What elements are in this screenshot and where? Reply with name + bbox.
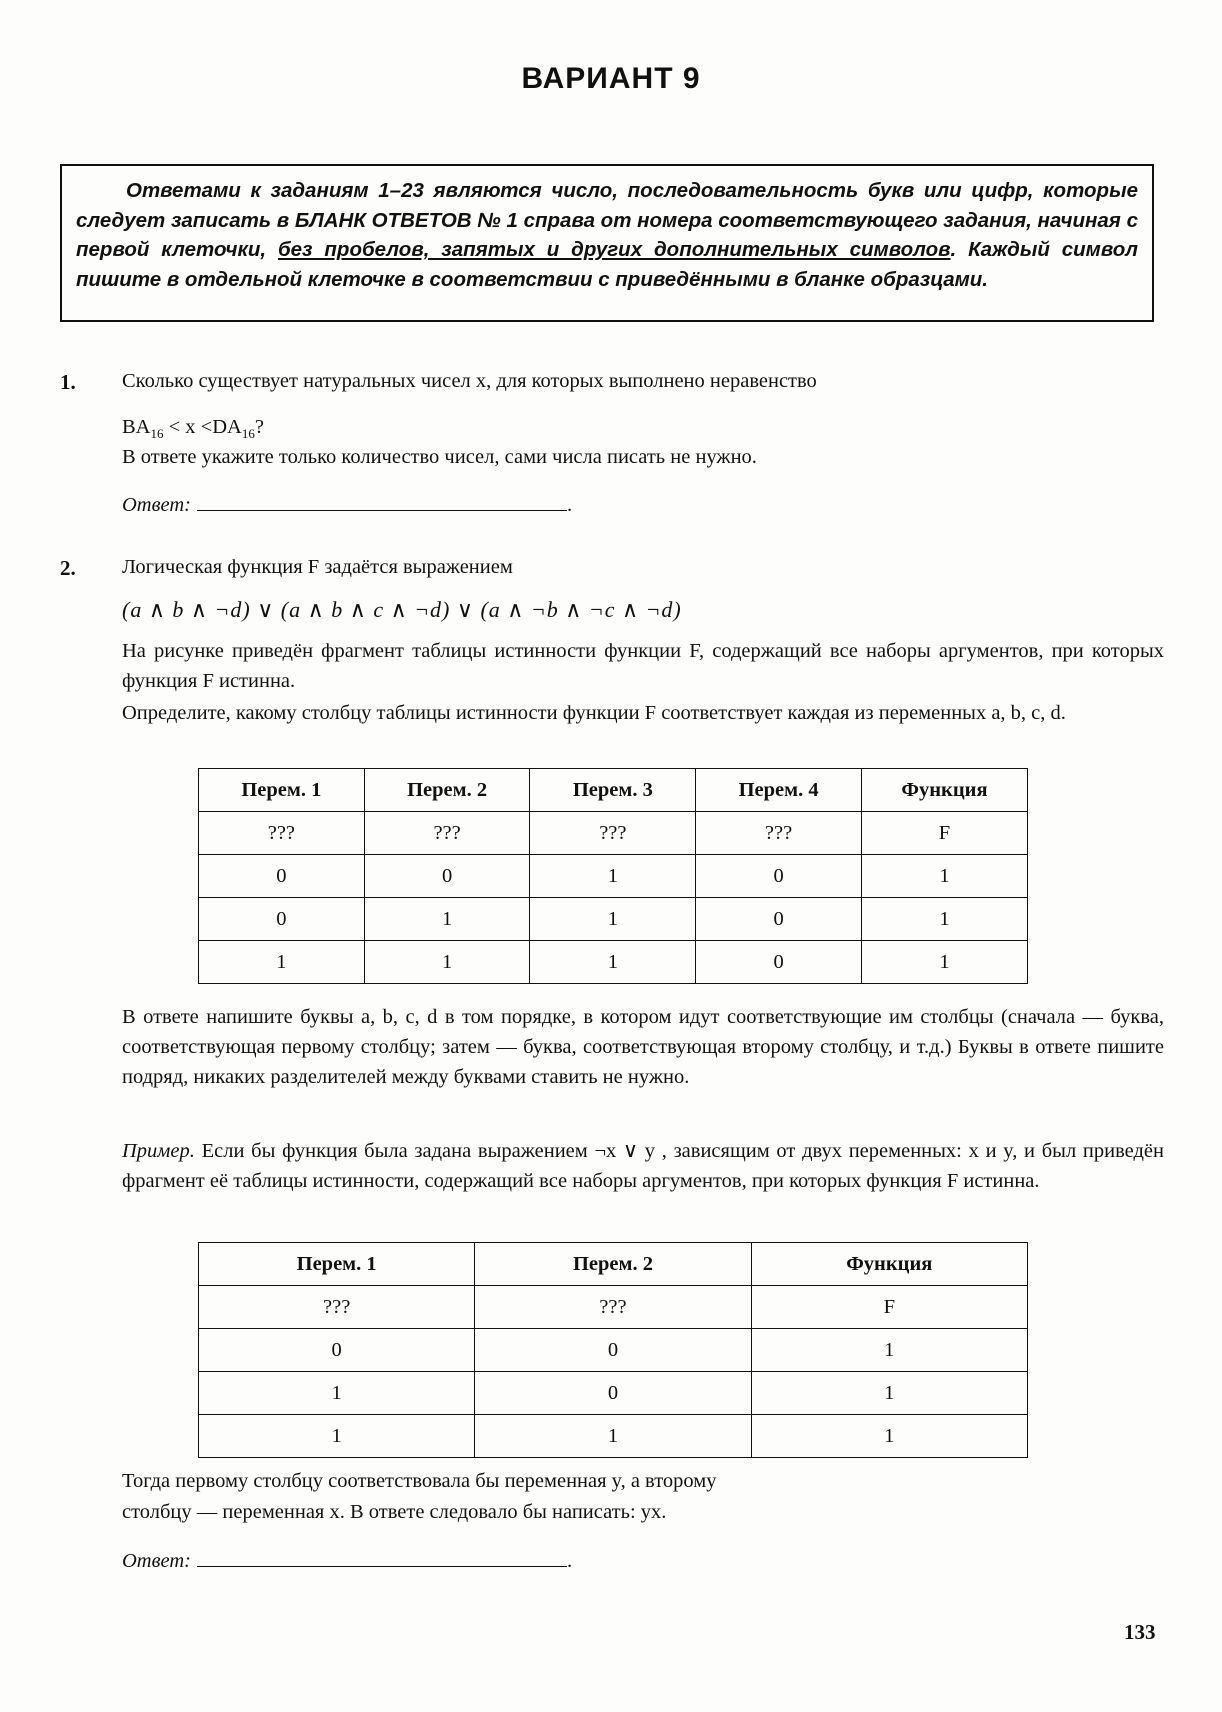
table-cell: 0 — [364, 855, 530, 898]
table-cell: 1 — [861, 855, 1027, 898]
table-header: Функция — [861, 769, 1027, 812]
table-cell: ??? — [475, 1286, 751, 1329]
table-cell: ??? — [199, 1286, 475, 1329]
table-header: Перем. 1 — [199, 1243, 475, 1286]
table-cell: ??? — [364, 812, 530, 855]
table-cell: 0 — [475, 1372, 751, 1415]
truth-table-2 — [198, 1242, 1028, 1458]
table-cell: 1 — [364, 941, 530, 984]
task-2-formula: (a ∧ b ∧ ¬d) ∨ (a ∧ b ∧ c ∧ ¬d) ∨ (a ∧ ¬b ∧ ¬c ∧ ¬d) — [122, 597, 682, 622]
task-2-answer-field[interactable] — [197, 1546, 567, 1567]
table-header: Функция — [751, 1243, 1027, 1286]
task-2-answer: Ответ: . — [122, 1546, 572, 1573]
table-header-row — [199, 1243, 1028, 1286]
table-header: Перем. 2 — [364, 769, 530, 812]
table-cell: 1 — [861, 898, 1027, 941]
table-cell: 1 — [751, 1372, 1027, 1415]
task-1-answer-field[interactable] — [197, 490, 567, 511]
page-title: ВАРИАНТ 9 — [521, 62, 701, 95]
task-2-paragraph-1: На рисунке приведён фрагмент таблицы истинности функции F, содержащий все наборы аргументов, при которых функция F истинна. — [122, 640, 1164, 692]
task-2-example: Пример. Если бы функция была задана выражением ¬x ∨ y , зависящим от двух переменных: x и y, и был приведён фрагмент её таблицы истинности, содержащий все наборы аргументов, при которых функция F истинна. — [122, 1140, 1164, 1192]
task-1-note: В ответе укажите только количество чисел, сами числа писать не нужно. — [122, 446, 757, 468]
task-1-answer: Ответ: . — [122, 490, 572, 517]
table-cell: F — [861, 812, 1027, 855]
task-2-number: 2. — [60, 556, 76, 580]
table-header-row — [199, 769, 1028, 812]
table-cell: ??? — [696, 812, 862, 855]
task-1-text: Сколько существует натуральных чисел x, для которых выполнено неравенство — [122, 370, 817, 392]
instruction-text: Ответами к заданиям 1–23 являются число, последовательность букв или цифр, которые следует записать в БЛАНК ОТВЕТОВ № 1 справа от номера соответствующего задания, начиная с первой клеточки, — [76, 179, 1138, 261]
table-cell: 0 — [696, 855, 862, 898]
instruction-text-end: . Каждый символ пишите в отдельной клеточке в соответствии с приведёнными в бланке образцами. — [76, 238, 1138, 291]
table-cell: 1 — [199, 1415, 475, 1458]
table-row — [199, 812, 1028, 855]
table-row — [199, 1372, 1028, 1415]
table-cell: 1 — [199, 1372, 475, 1415]
table-cell: ??? — [530, 812, 696, 855]
table-cell: 1 — [364, 898, 530, 941]
table-header: Перем. 2 — [475, 1243, 751, 1286]
table-cell: 1 — [530, 941, 696, 984]
table-cell: 1 — [751, 1415, 1027, 1458]
table-row — [199, 898, 1028, 941]
instruction-box — [60, 164, 1154, 322]
table-cell: 0 — [199, 1329, 475, 1372]
table-cell: 0 — [199, 898, 365, 941]
table-cell: 0 — [696, 898, 862, 941]
table-cell: 1 — [861, 941, 1027, 984]
table-cell: 0 — [199, 855, 365, 898]
table-header: Перем. 4 — [696, 769, 862, 812]
table-header: Перем. 1 — [199, 769, 365, 812]
truth-table-1 — [198, 768, 1028, 984]
table-cell: ??? — [199, 812, 365, 855]
page-number: 133 — [1124, 1620, 1156, 1644]
table-cell: 1 — [530, 898, 696, 941]
task-2-conclusion-1: Тогда первому столбцу соответствовала бы переменная y, а второму — [122, 1470, 717, 1492]
task-2-intro: Логическая функция F задаётся выражением — [122, 556, 513, 578]
table-row — [199, 1415, 1028, 1458]
task-1-number: 1. — [60, 370, 76, 394]
table-header: Перем. 3 — [530, 769, 696, 812]
table-row — [199, 1329, 1028, 1372]
table-row — [199, 941, 1028, 984]
task-2-conclusion-2: столбцу — переменная x. В ответе следовало бы написать: yx. — [122, 1501, 667, 1523]
table-row — [199, 1286, 1028, 1329]
task-2-paragraph-2: Определите, какому столбцу таблицы истинности функции F соответствует каждая из переменных a, b, c, d. — [122, 702, 1066, 724]
table-cell: F — [751, 1286, 1027, 1329]
table-cell: 1 — [530, 855, 696, 898]
table-cell: 1 — [475, 1415, 751, 1458]
table-cell: 0 — [696, 941, 862, 984]
table-cell: 1 — [751, 1329, 1027, 1372]
table-cell: 0 — [475, 1329, 751, 1372]
task-2-paragraph-3: В ответе напишите буквы a, b, c, d в том порядке, в котором идут соответствующие им столбцы (сначала — буква, соответствующая первому столбцу; затем — буква, соответствующая второму столбцу, и т.д.) Буквы в ответе пишите подряд, никаких разделителей между буквами ставить не нужно. — [122, 1006, 1164, 1088]
instruction-underlined: без пробелов, запятых и других дополнительных символов — [277, 238, 951, 261]
task-1-inequality: $BA_{16} < x <DA_{16}$? — [122, 416, 264, 442]
table-row — [199, 855, 1028, 898]
table-cell: 1 — [199, 941, 365, 984]
